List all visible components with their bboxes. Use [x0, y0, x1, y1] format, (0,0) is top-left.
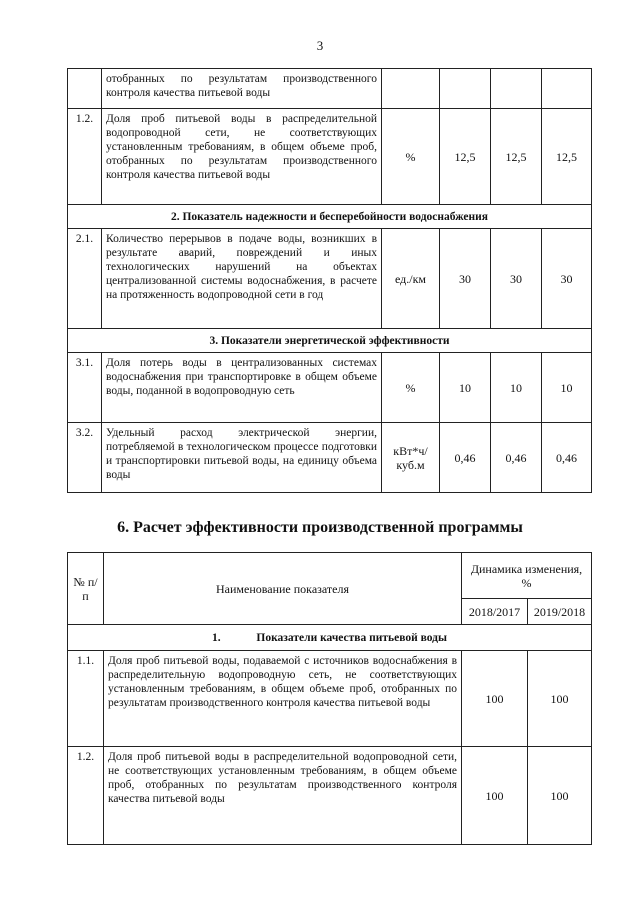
row-text: Доля проб питьевой воды в распределительной водопроводной сети, не соответствующих установленным требованиям, в общем объеме проб, отобранных по результатам производственного контроля качества питьевой воды: [102, 109, 382, 205]
table-row: [68, 69, 592, 109]
row-value: 100: [528, 651, 592, 747]
section-header: [68, 625, 592, 651]
row-number: 3.2.: [68, 423, 102, 493]
row-value: 10: [491, 353, 542, 423]
column-header-year: 2019/2018: [528, 599, 592, 625]
section-number: 1.: [212, 631, 221, 644]
table-row: [68, 423, 592, 493]
column-header-dynamics: Динамика изменения, %: [462, 553, 592, 599]
section-header: 3. Показатели энергетической эффективности: [68, 329, 592, 353]
column-header-name: Наименование показателя: [104, 553, 462, 625]
row-value: 12,5: [491, 109, 542, 205]
row-unit: %: [382, 109, 440, 205]
row-text: Доля проб питьевой воды, подаваемой с источников водоснабжения в распределительную водопроводную сеть, не соответствующих установленным требованиям, в общем объеме проб, отобранных по результатам производственного контроля качества питьевой воды: [104, 651, 462, 747]
row-unit: кВт*ч/ куб.м: [382, 423, 440, 493]
section-header-row: [68, 329, 592, 353]
table-row: [68, 229, 592, 329]
row-value: 12,5: [542, 109, 592, 205]
row-number: 1.1.: [68, 651, 104, 747]
row-text: Удельный расход электрической энергии, потребляемой в технологическом процессе подготовки и транспортировки питьевой воды, на единицу объема воды: [102, 423, 382, 493]
row-number: 2.1.: [68, 229, 102, 329]
column-header-year: 2018/2017: [462, 599, 528, 625]
table-row: [68, 353, 592, 423]
table-row: [68, 109, 592, 205]
row-value: 30: [491, 229, 542, 329]
row-value: 10: [542, 353, 592, 423]
efficiency-table: [67, 552, 592, 845]
row-value: 12,5: [440, 109, 491, 205]
row-value: 100: [462, 651, 528, 747]
row-unit: %: [382, 353, 440, 423]
row-value: 100: [462, 747, 528, 845]
indicators-table-continued: [67, 68, 592, 493]
row-unit: ед./км: [382, 229, 440, 329]
table-row: [68, 747, 592, 845]
section-header-row: [68, 625, 592, 651]
section-title: 6. Расчет эффективности производственной программы: [117, 519, 523, 536]
row-value: 0,46: [440, 423, 491, 493]
row-value: 10: [440, 353, 491, 423]
row-number: 3.1.: [68, 353, 102, 423]
row-value: 30: [440, 229, 491, 329]
row-text: отобранных по результатам производственного контроля качества питьевой воды: [102, 69, 382, 109]
row-value: 100: [528, 747, 592, 845]
row-text: Доля потерь воды в централизованных системах водоснабжения при транспортировке в общем объеме воды, поданной в водопроводную сеть: [102, 353, 382, 423]
column-header-number: № п/п: [68, 553, 104, 625]
section-header-row: [68, 205, 592, 229]
row-value: 0,46: [542, 423, 592, 493]
row-number: [68, 69, 102, 109]
row-value: 30: [542, 229, 592, 329]
section-label: Показатели качества питьевой воды: [256, 631, 447, 644]
section-header: 2. Показатель надежности и бесперебойности водоснабжения: [68, 205, 592, 229]
row-number: 1.2.: [68, 747, 104, 845]
row-text: Количество перерывов в подаче воды, возникших в результате аварий, повреждений и иных технологических нарушений на объектах централизованной системы водоснабжения, в расчете на протяженность водопроводной сети в год: [102, 229, 382, 329]
row-number: 1.2.: [68, 109, 102, 205]
table-header-row: [68, 553, 592, 599]
page-number: 3: [316, 38, 324, 53]
table-row: [68, 651, 592, 747]
row-value: 0,46: [491, 423, 542, 493]
row-text: Доля проб питьевой воды в распределительной водопроводной сети, не соответствующих установленным требованиям, в общем объеме проб, отобранных по результатам производственного контроля качества питьевой воды: [104, 747, 462, 845]
